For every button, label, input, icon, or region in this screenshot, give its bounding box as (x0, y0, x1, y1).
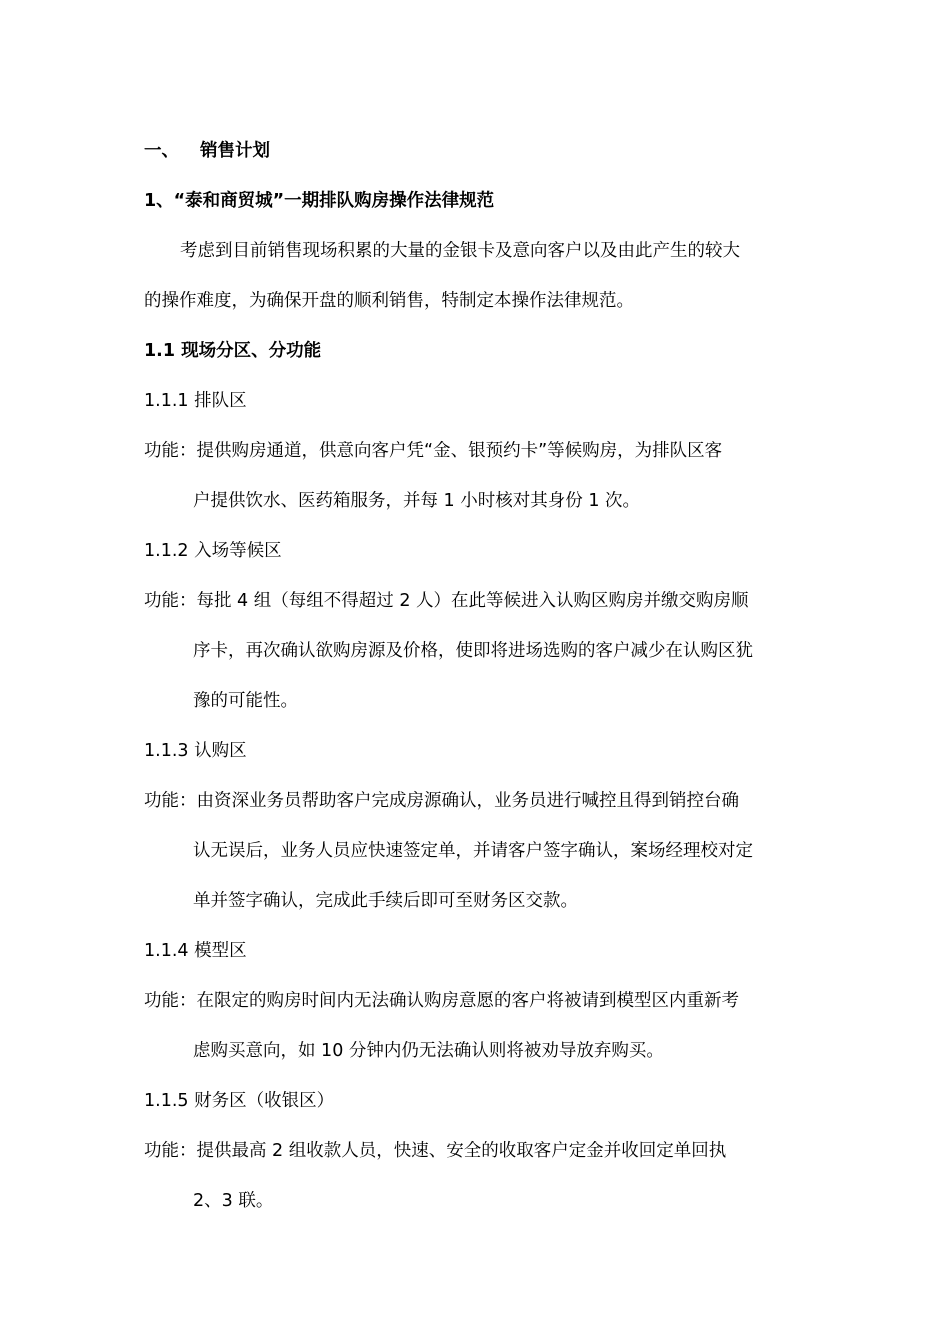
section-text-subscription-area-line-1: 功能：由资深业务员帮助客户完成房源确认，业务员进行喊控且得到销控台确 (144, 791, 739, 811)
section-text-model-area-line-2: 虑购买意向，如 10 分钟内仍无法确认则将被劝导放弃购买。 (193, 1041, 664, 1061)
document-page (144, 126, 810, 1226)
section-text-finance-area-line-2: 2、3 联。 (193, 1191, 274, 1211)
intro-paragraph-line-2: 的操作难度，为确保开盘的顺利销售，特制定本操作法律规范。 (144, 291, 634, 311)
section-text-waiting-area-line-1: 功能：每批 4 组（每组不得超过 2 人）在此等候进入认购区购房并缴交购房顺 (144, 591, 749, 611)
intro-paragraph-line-1: 考虑到目前销售现场积累的大量的金银卡及意向客户以及由此产生的较大 (180, 241, 740, 261)
heading-1 (144, 126, 810, 176)
section-text-model-area-line-1: 功能：在限定的购房时间内无法确认购房意愿的客户将被请到模型区内重新考 (144, 991, 739, 1011)
section-title-subscription-area: 1.1.3 认购区 (144, 741, 247, 761)
section-title-model-area: 1.1.4 模型区 (144, 941, 247, 961)
heading-2: 1、“泰和商贸城”一期排队购房操作法律规范 (144, 191, 495, 211)
section-title-waiting-area: 1.1.2 入场等候区 (144, 541, 282, 561)
heading-1-title: 销售计划 (200, 141, 270, 161)
section-title-queue-area: 1.1.1 排队区 (144, 391, 247, 411)
section-text-subscription-area-line-2: 认无误后，业务人员应快速签定单，并请客户签字确认，案场经理校对定 (193, 841, 753, 861)
section-text-waiting-area-line-2: 序卡，再次确认欲购房源及价格，使即将进场选购的客户减少在认购区犹 (193, 641, 753, 661)
heading-1-number: 一、 (144, 141, 179, 161)
heading-3: 1.1 现场分区、分功能 (144, 341, 322, 361)
section-text-subscription-area-line-3: 单并签字确认，完成此手续后即可至财务区交款。 (193, 891, 578, 911)
section-text-queue-area-line-1: 功能：提供购房通道，供意向客户凭“金、银预约卡”等候购房，为排队区客 (144, 441, 723, 461)
section-text-waiting-area-line-3: 豫的可能性。 (193, 691, 298, 711)
section-title-finance-area: 1.1.5 财务区（收银区） (144, 1091, 335, 1111)
section-text-queue-area-line-2: 户提供饮水、医药箱服务，并每 1 小时核对其身份 1 次。 (193, 491, 641, 511)
section-text-finance-area-line-1: 功能：提供最高 2 组收款人员，快速、安全的收取客户定金并收回定单回执 (144, 1141, 727, 1161)
